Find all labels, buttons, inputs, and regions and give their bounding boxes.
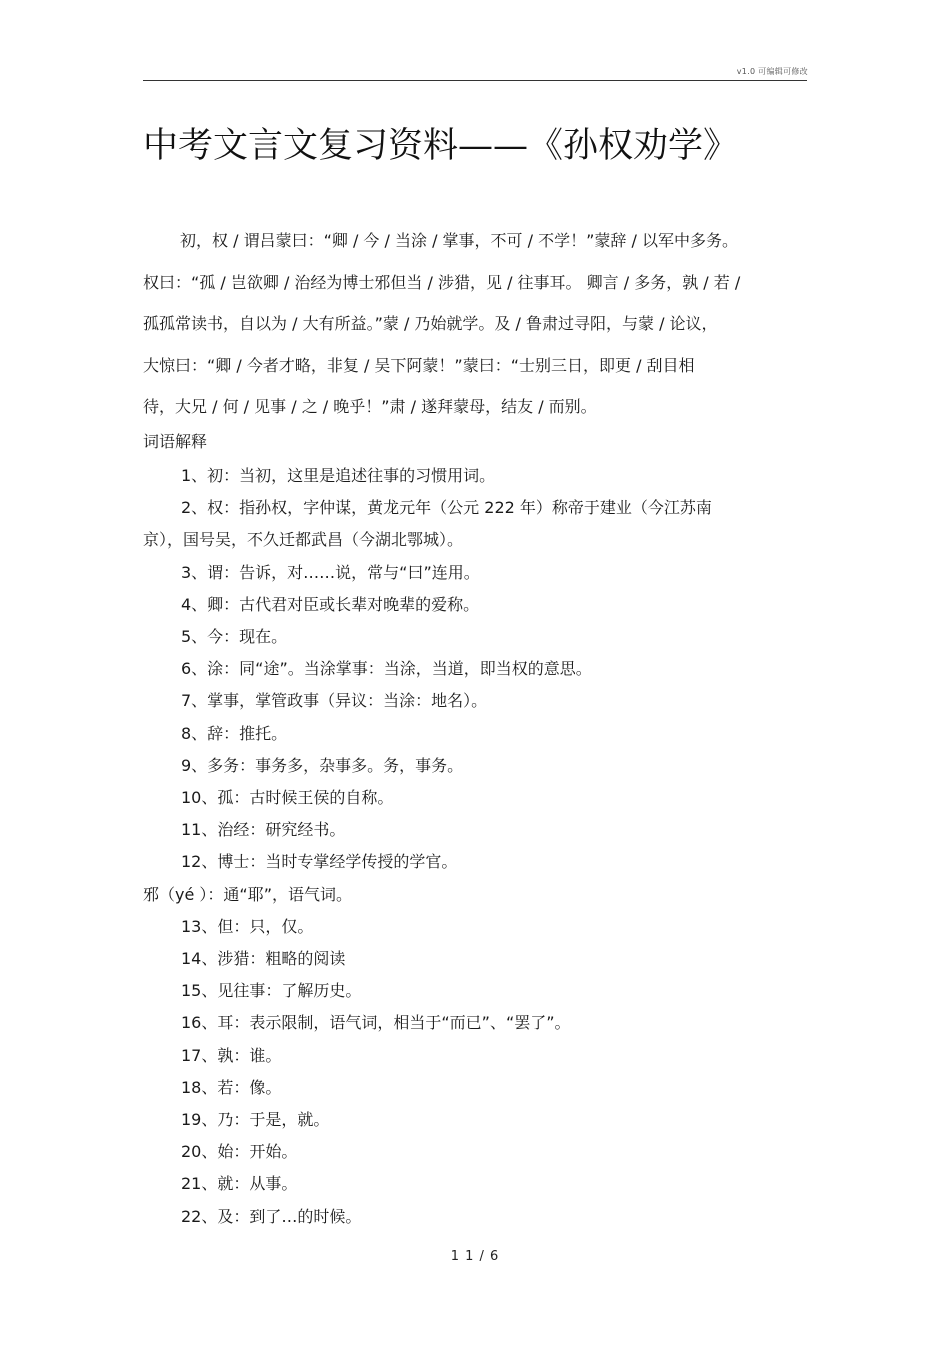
passage-line: 大惊曰：“卿 / 今者才略，非复 / 吴下阿蒙！”蒙曰：“士别三日，即更 / 刮目相 bbox=[143, 355, 695, 375]
glossary-item: 15、见往事：了解历史。 bbox=[181, 981, 362, 1001]
passage-line: 初，权 / 谓吕蒙曰：“卿 / 今 / 当涂 / 掌事，不可 / 不学！”蒙辞 / 以军中多务。 bbox=[180, 231, 738, 250]
glossary-item: 21、就：从事。 bbox=[181, 1174, 298, 1194]
passage-line: 孤孤常读书，自以为 / 大有所益。”蒙 / 乃始就学。及 / 鲁肃过寻阳，与蒙 / 论议， bbox=[143, 314, 718, 333]
glossary-list bbox=[143, 460, 807, 1233]
glossary-item: 邪（yé ）：通“耶”，语气词。 bbox=[143, 884, 352, 904]
glossary-item-continuation: 京），国号吴，不久迁都武昌（今湖北鄂城）。 bbox=[143, 530, 464, 550]
page-number: 1 1 / 6 bbox=[450, 1249, 500, 1264]
glossary-item: 8、辞：推托。 bbox=[181, 723, 288, 743]
glossary-item: 1、初：当初，这里是追述往事的习惯用词。 bbox=[181, 466, 496, 485]
passage-line: 权曰：“孤 / 岂欲卿 / 治经为博士邪但当 / 涉猎，见 / 往事耳。 卿言 / 多务，孰 / 若 / bbox=[143, 272, 741, 292]
document-title: 中考文言文复习资料——《孙权劝学》 bbox=[143, 126, 739, 166]
glossary-item: 10、孤：古时候王侯的自称。 bbox=[181, 788, 394, 808]
glossary-item: 18、若：像。 bbox=[181, 1077, 282, 1097]
glossary-item: 5、今：现在。 bbox=[181, 627, 288, 647]
glossary-item: 4、卿：古代君对臣或长辈对晚辈的爱称。 bbox=[181, 594, 480, 614]
glossary-item: 7、掌事，掌管政事（异议：当涂：地名）。 bbox=[181, 691, 488, 711]
header-divider bbox=[143, 80, 807, 81]
glossary-item: 19、乃：于是，就。 bbox=[181, 1110, 330, 1130]
glossary-item: 17、孰：谁。 bbox=[181, 1045, 282, 1065]
glossary-item: 22、及：到了…的时候。 bbox=[181, 1206, 362, 1226]
glossary-item: 11、治经：研究经书。 bbox=[181, 820, 346, 840]
glossary-item: 3、谓：告诉，对……说，常与“曰”连用。 bbox=[181, 562, 480, 582]
glossary-item: 13、但：只，仅。 bbox=[181, 916, 314, 936]
glossary-item: 2、权：指孙权，字仲谋，黄龙元年（公元 222 年）称帝于建业（今江苏南 bbox=[181, 498, 712, 518]
glossary-item: 9、多务：事务多，杂事多。务，事务。 bbox=[181, 755, 464, 775]
glossary-item: 6、涂：同“途”。当涂掌事：当涂，当道，即当权的意思。 bbox=[181, 659, 592, 679]
glossary-item: 16、耳：表示限制，语气词，相当于“而已”、“罢了”。 bbox=[181, 1013, 571, 1033]
passage-line: 待，大兄 / 何 / 见事 / 之 / 晚乎！”肃 / 遂拜蒙母，结友 / 而别。 bbox=[143, 397, 597, 416]
glossary-item: 20、始：开始。 bbox=[181, 1142, 298, 1162]
glossary-item: 12、博士：当时专掌经学传授的学官。 bbox=[181, 852, 458, 872]
header-version-note: v1.0 可编辑可修改 bbox=[736, 67, 808, 76]
glossary-heading: 词语解释 bbox=[143, 432, 208, 451]
classical-text-passage bbox=[143, 220, 807, 428]
glossary-item: 14、涉猎：粗略的阅读 bbox=[181, 949, 346, 969]
